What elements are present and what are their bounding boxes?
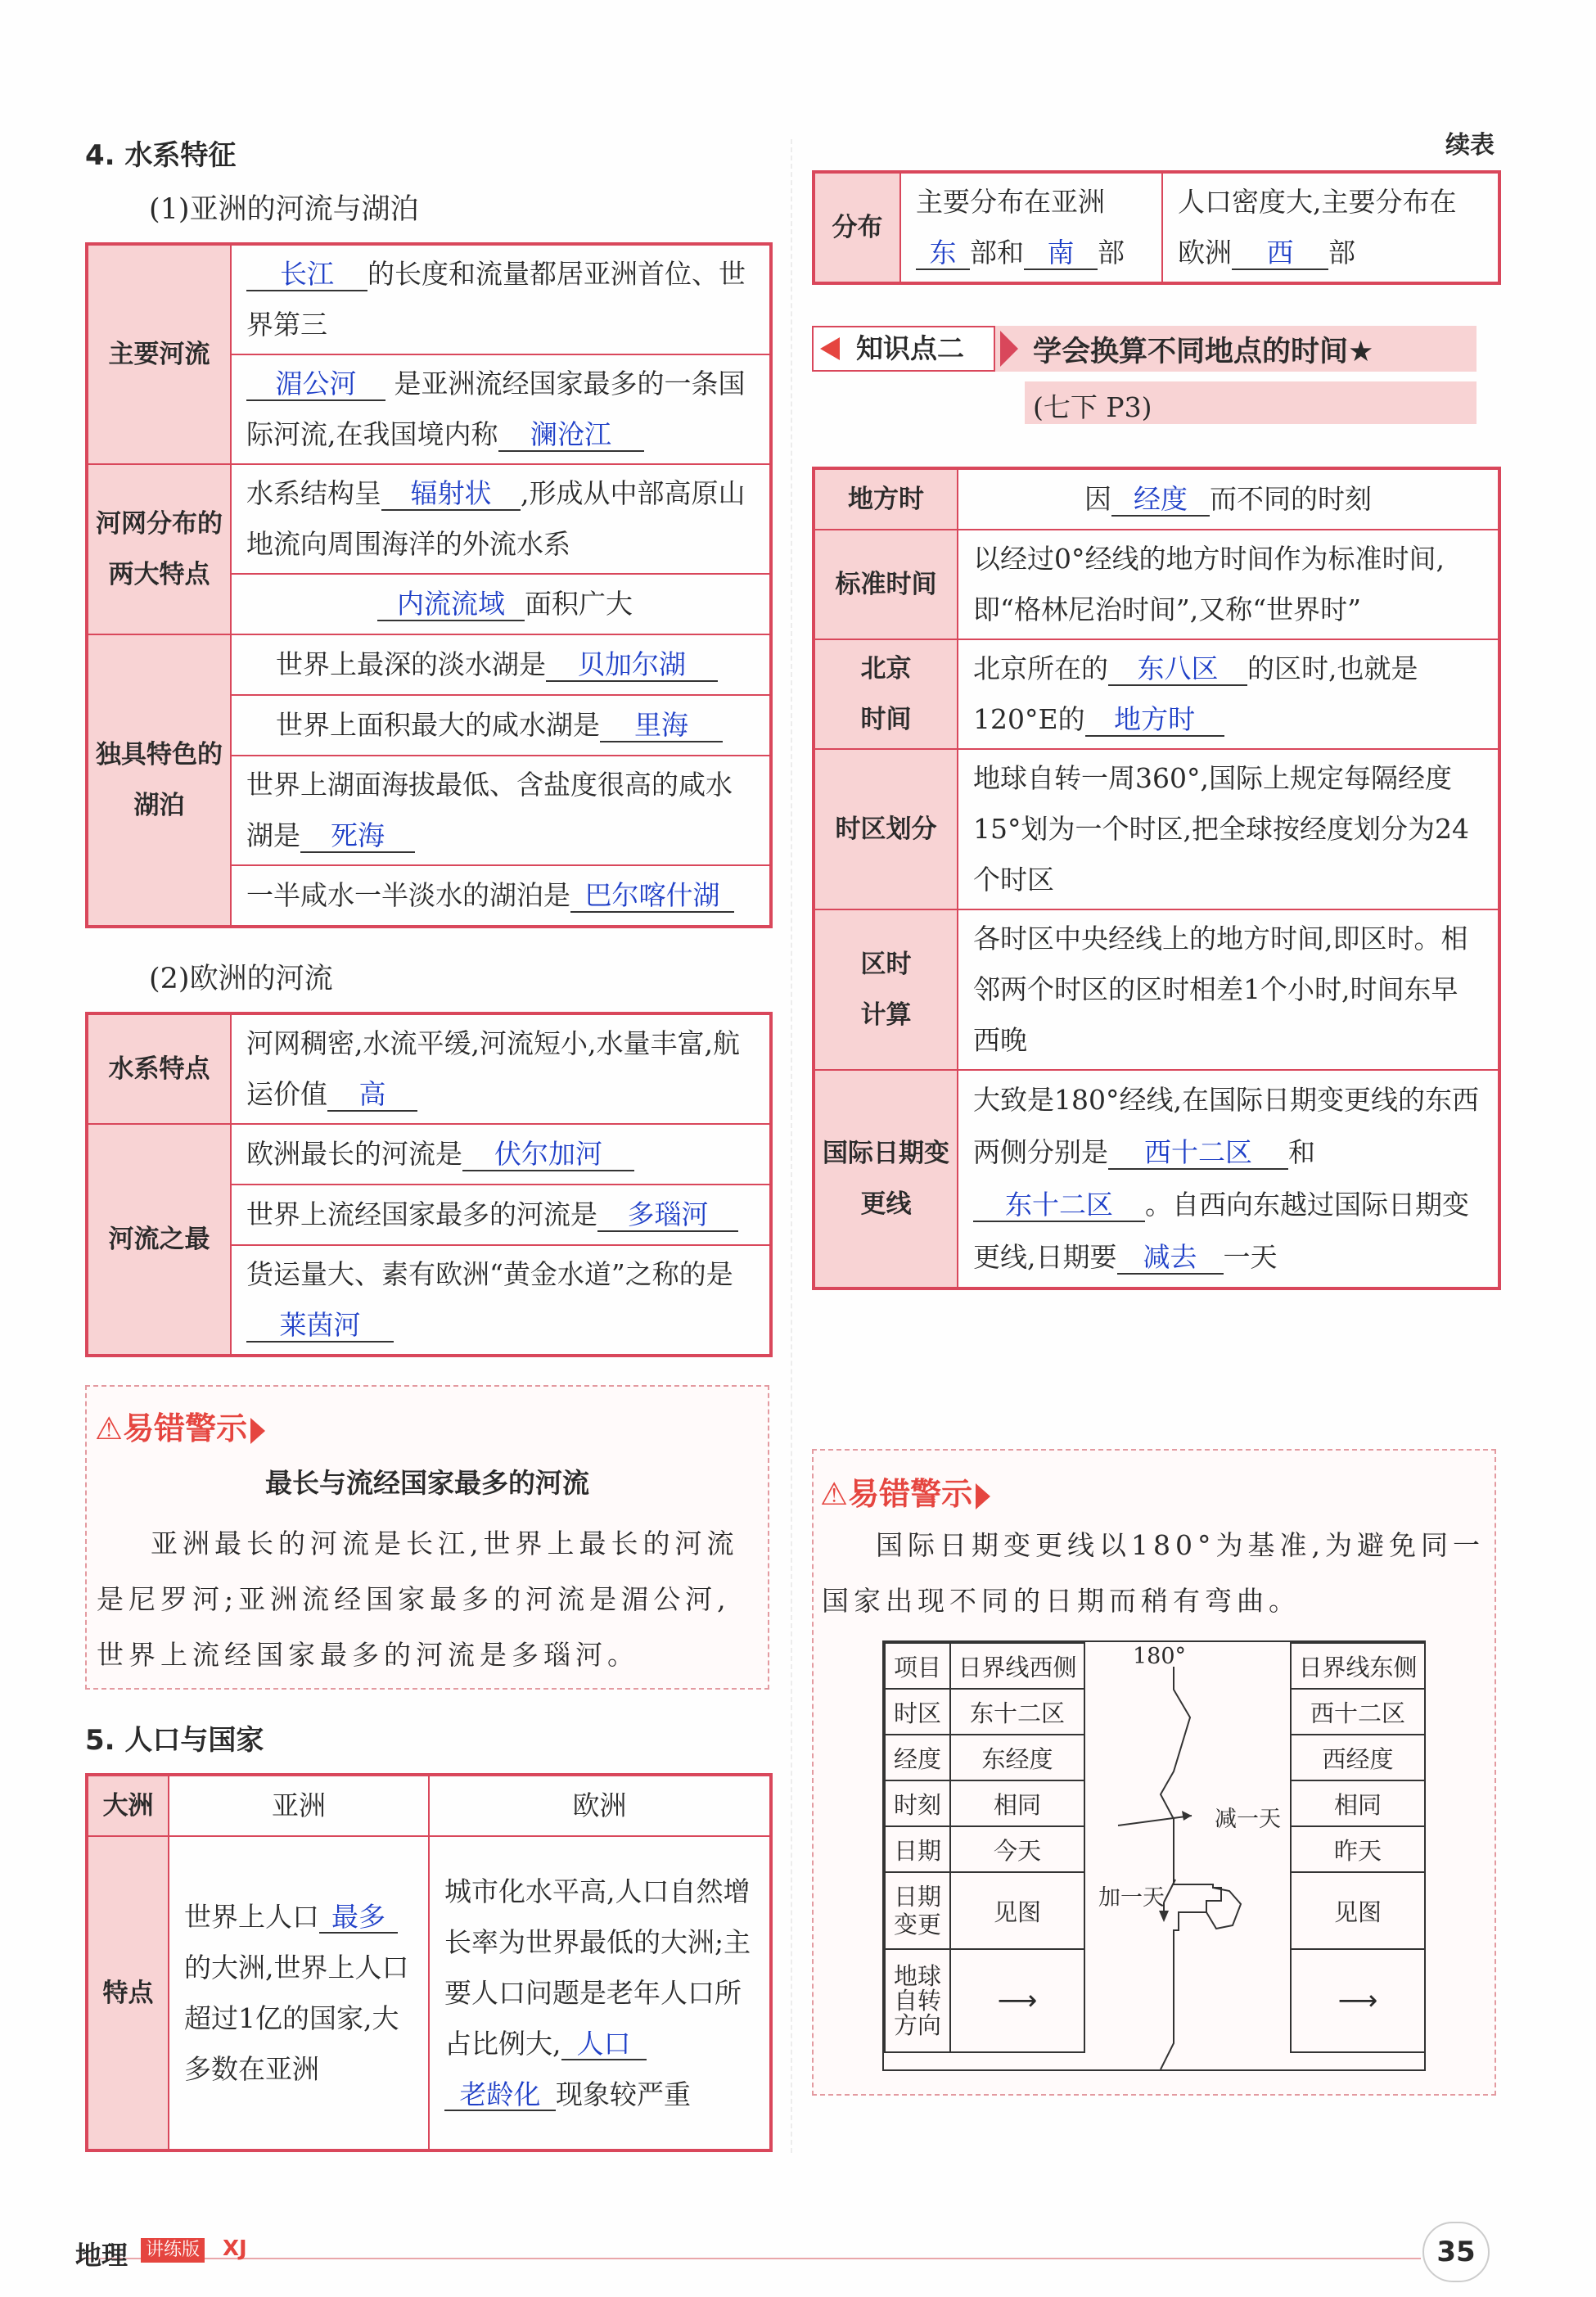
row-local: 因 经度 而不同的时刻 — [958, 468, 1499, 530]
cell-dist-europe: 人口密度大,主要分布在欧洲 西 部 — [1162, 172, 1499, 283]
ans-aging: 老龄化 — [444, 2079, 556, 2112]
h-dateline: 国际日期变更线 — [814, 1070, 958, 1288]
h-continent: 大洲 — [87, 1775, 169, 1836]
ans-east12: 东十二区 — [973, 1189, 1145, 1222]
row-dateline: 大致是180°经线,在国际日期变更线的东西两侧分别是 西十二区 和东十二区 。自西向东越过国际日期变更线,日期要 减去 一天 — [958, 1070, 1499, 1288]
ans-balkhash: 巴尔喀什湖 — [570, 880, 734, 913]
label-180: 180° — [1133, 1644, 1187, 1669]
h-feature: 特点 — [87, 1836, 169, 2150]
warn-heading-left: 最长与流经国家最多的河流 — [265, 1467, 589, 1499]
cell-asia: 世界上人口 最多的大洲,世界上人口超过1亿的国家,大多数在亚洲 — [169, 1836, 429, 2150]
h-system: 水系特点 — [87, 1013, 231, 1124]
row-radial: 水系结构呈 辐射状 ,形成从中部高原山地流向周围海洋的外流水系 — [231, 464, 771, 574]
row-standard: 以经过0°经线的地方时间作为标准时间,即“格林尼治时间”,又称“世界时” — [958, 530, 1499, 639]
ans-deadsea: 死海 — [300, 820, 415, 853]
kp2-ref: (七下 P3) — [1033, 391, 1152, 423]
h-lakes: 独具特色的湖泊 — [87, 634, 231, 927]
warn-body-left: 亚洲最长的河流是长江,世界上最长的河流是尼罗河;亚洲流经国家最多的河流是湄公河,世界上流经国家最多的河流是多瑙河。 — [97, 1528, 739, 1671]
h-beijing-time: 北京时间 — [814, 639, 958, 749]
row-zone: 地球自转一周360°,国际上规定每隔经度15°划为一个时区,把全球按经度划分为24个时区 — [958, 749, 1499, 909]
h-standard-time: 标准时间 — [814, 530, 958, 639]
row-system: 河网稠密,水流平缓,河流短小,水量丰富,航运价值 高 — [231, 1013, 771, 1124]
ans-local-time: 地方时 — [1085, 704, 1224, 737]
h-zone-calc: 区时计算 — [814, 909, 958, 1070]
ans-lancang: 澜沧江 — [498, 419, 644, 452]
ans-south: 南 — [1024, 237, 1098, 270]
dl-right-table: 日界线东侧 西十二区 西经度 相同 昨天 见图 ⟶ — [1290, 1642, 1426, 2053]
row-m3: 货运量大、素有欧洲“黄金水道”之称的是莱茵河 — [231, 1245, 771, 1356]
cell-dist-asia: 主要分布在亚洲东 部和 南 部 — [900, 172, 1162, 283]
h-zone-division: 时区划分 — [814, 749, 958, 909]
ans-minus: 减去 — [1117, 1242, 1224, 1275]
sub2-title: (2)欧洲的河流 — [149, 963, 333, 995]
label-plus-day: 加一天 — [1098, 1885, 1165, 1911]
ans-danube: 多瑙河 — [597, 1199, 738, 1232]
page-number: 35 — [1422, 2222, 1490, 2282]
ans-east8: 东八区 — [1108, 653, 1247, 686]
ans-changjiang: 长江 — [246, 259, 367, 291]
triangle-icon — [250, 1418, 265, 1444]
ans-east: 东 — [916, 237, 970, 270]
warn-title-left: ⚠易错警示 — [95, 1403, 265, 1448]
sub1-title: (1)亚洲的河流与湖泊 — [149, 193, 419, 226]
row-lake1: 世界上最深的淡水湖是 贝加尔湖 — [231, 634, 771, 695]
ans-volga: 伏尔加河 — [462, 1139, 634, 1171]
asia-rivers-table — [85, 242, 773, 928]
ans-west12: 西十二区 — [1108, 1137, 1288, 1170]
ans-population: 人口 — [561, 2028, 647, 2061]
ans-rhine: 莱茵河 — [246, 1310, 394, 1343]
column-divider — [791, 139, 792, 2153]
continued-label: 续表 — [1445, 131, 1495, 160]
row-beijing: 北京所在的 东八区 的区时,也就是120°E的 地方时 — [958, 639, 1499, 749]
footer-code: XJ — [223, 2236, 247, 2261]
speaker-icon — [820, 337, 840, 360]
warning-icon: ⚠ — [95, 1410, 124, 1446]
h-main-rivers: 主要河流 — [87, 244, 231, 464]
label-minus-day: 减一天 — [1215, 1807, 1281, 1832]
triangle-icon — [976, 1483, 990, 1510]
ans-caspian: 里海 — [600, 710, 723, 742]
h-asia: 亚洲 — [169, 1775, 429, 1836]
warn-body-right: 国际日期变更线以180°为基准,为避免同一国家出现不同的日期而稍有弯曲。 — [822, 1529, 1485, 1617]
h-most: 河流之最 — [87, 1124, 231, 1356]
warn-title-right: ⚠易错警示 — [820, 1469, 990, 1514]
ans-inland: 内流流域 — [377, 589, 525, 621]
footer-subject: 地理 — [75, 2240, 128, 2271]
section5-title: 5. 人口与国家 — [85, 1724, 264, 1757]
row-m1: 欧洲最长的河流是 伏尔加河 — [231, 1124, 771, 1185]
dateline-diagram — [882, 1640, 1426, 2071]
dl-left-table: 项目 日界线西侧 时区 东十二区 经度 东经度 时刻 相同 日期 今天 日期变更 见图 地球自转方向 ⟶ — [884, 1642, 1085, 2053]
distribution-table — [812, 170, 1501, 285]
europe-rivers-table — [85, 1012, 773, 1357]
section4-title: 4. 水系特征 — [85, 139, 237, 172]
row-calc: 各时区中央经线上的地方时间,即区时。相邻两个时区的区时相差1个小时,时间东早西晚 — [958, 909, 1499, 1070]
kp2-arrow-icon — [1000, 331, 1018, 367]
footer-edition: 讲练版 — [141, 2238, 205, 2263]
ans-baikal: 贝加尔湖 — [546, 649, 718, 682]
row-changjiang: 长江 的长度和流量都居亚洲首位、世界第三 — [231, 244, 771, 354]
row-lake4: 一半咸水一半淡水的湖泊是 巴尔喀什湖 — [231, 865, 771, 927]
h-europe: 欧洲 — [429, 1775, 771, 1836]
ans-most: 最多 — [319, 1902, 398, 1934]
footer-line — [79, 2258, 1421, 2259]
ans-meigong: 湄公河 — [246, 368, 385, 401]
h-river-net: 河网分布的两大特点 — [87, 464, 231, 634]
rotation-arrow-left: ⟶ — [950, 1949, 1084, 2052]
ans-radial: 辐射状 — [381, 478, 521, 511]
ans-high: 高 — [327, 1079, 417, 1112]
warning-icon: ⚠ — [820, 1476, 849, 1512]
row-inland: 内流流域 面积广大 — [231, 574, 771, 634]
row-m2: 世界上流经国家最多的河流是 多瑙河 — [231, 1185, 771, 1245]
ans-west: 西 — [1232, 237, 1328, 270]
h-distribution: 分布 — [814, 172, 900, 283]
row-lake3: 世界上湖面海拔最低、含盐度很高的咸水湖是 死海 — [231, 756, 771, 865]
dateline-curve — [1085, 1642, 1290, 2069]
kp2-title: 学会换算不同地点的时间★ — [1033, 336, 1374, 368]
h-local-time: 地方时 — [814, 468, 958, 530]
cell-europe: 城市化水平高,人口自然增长率为世界最低的大洲;主要人口问题是老年人口所占比例大, 人口老龄化 现象较严重 — [429, 1836, 771, 2150]
rotation-arrow-right: ⟶ — [1291, 1949, 1425, 2052]
time-table — [812, 467, 1501, 1290]
row-meigong: 湄公河 是亚洲流经国家最多的一条国际河流,在我国境内称 澜沧江 — [231, 354, 771, 464]
ans-longitude: 经度 — [1111, 484, 1210, 517]
kp2-label-box: 知识点二 — [812, 326, 995, 372]
population-table — [85, 1773, 773, 2152]
row-lake2: 世界上面积最大的咸水湖是 里海 — [231, 695, 771, 756]
